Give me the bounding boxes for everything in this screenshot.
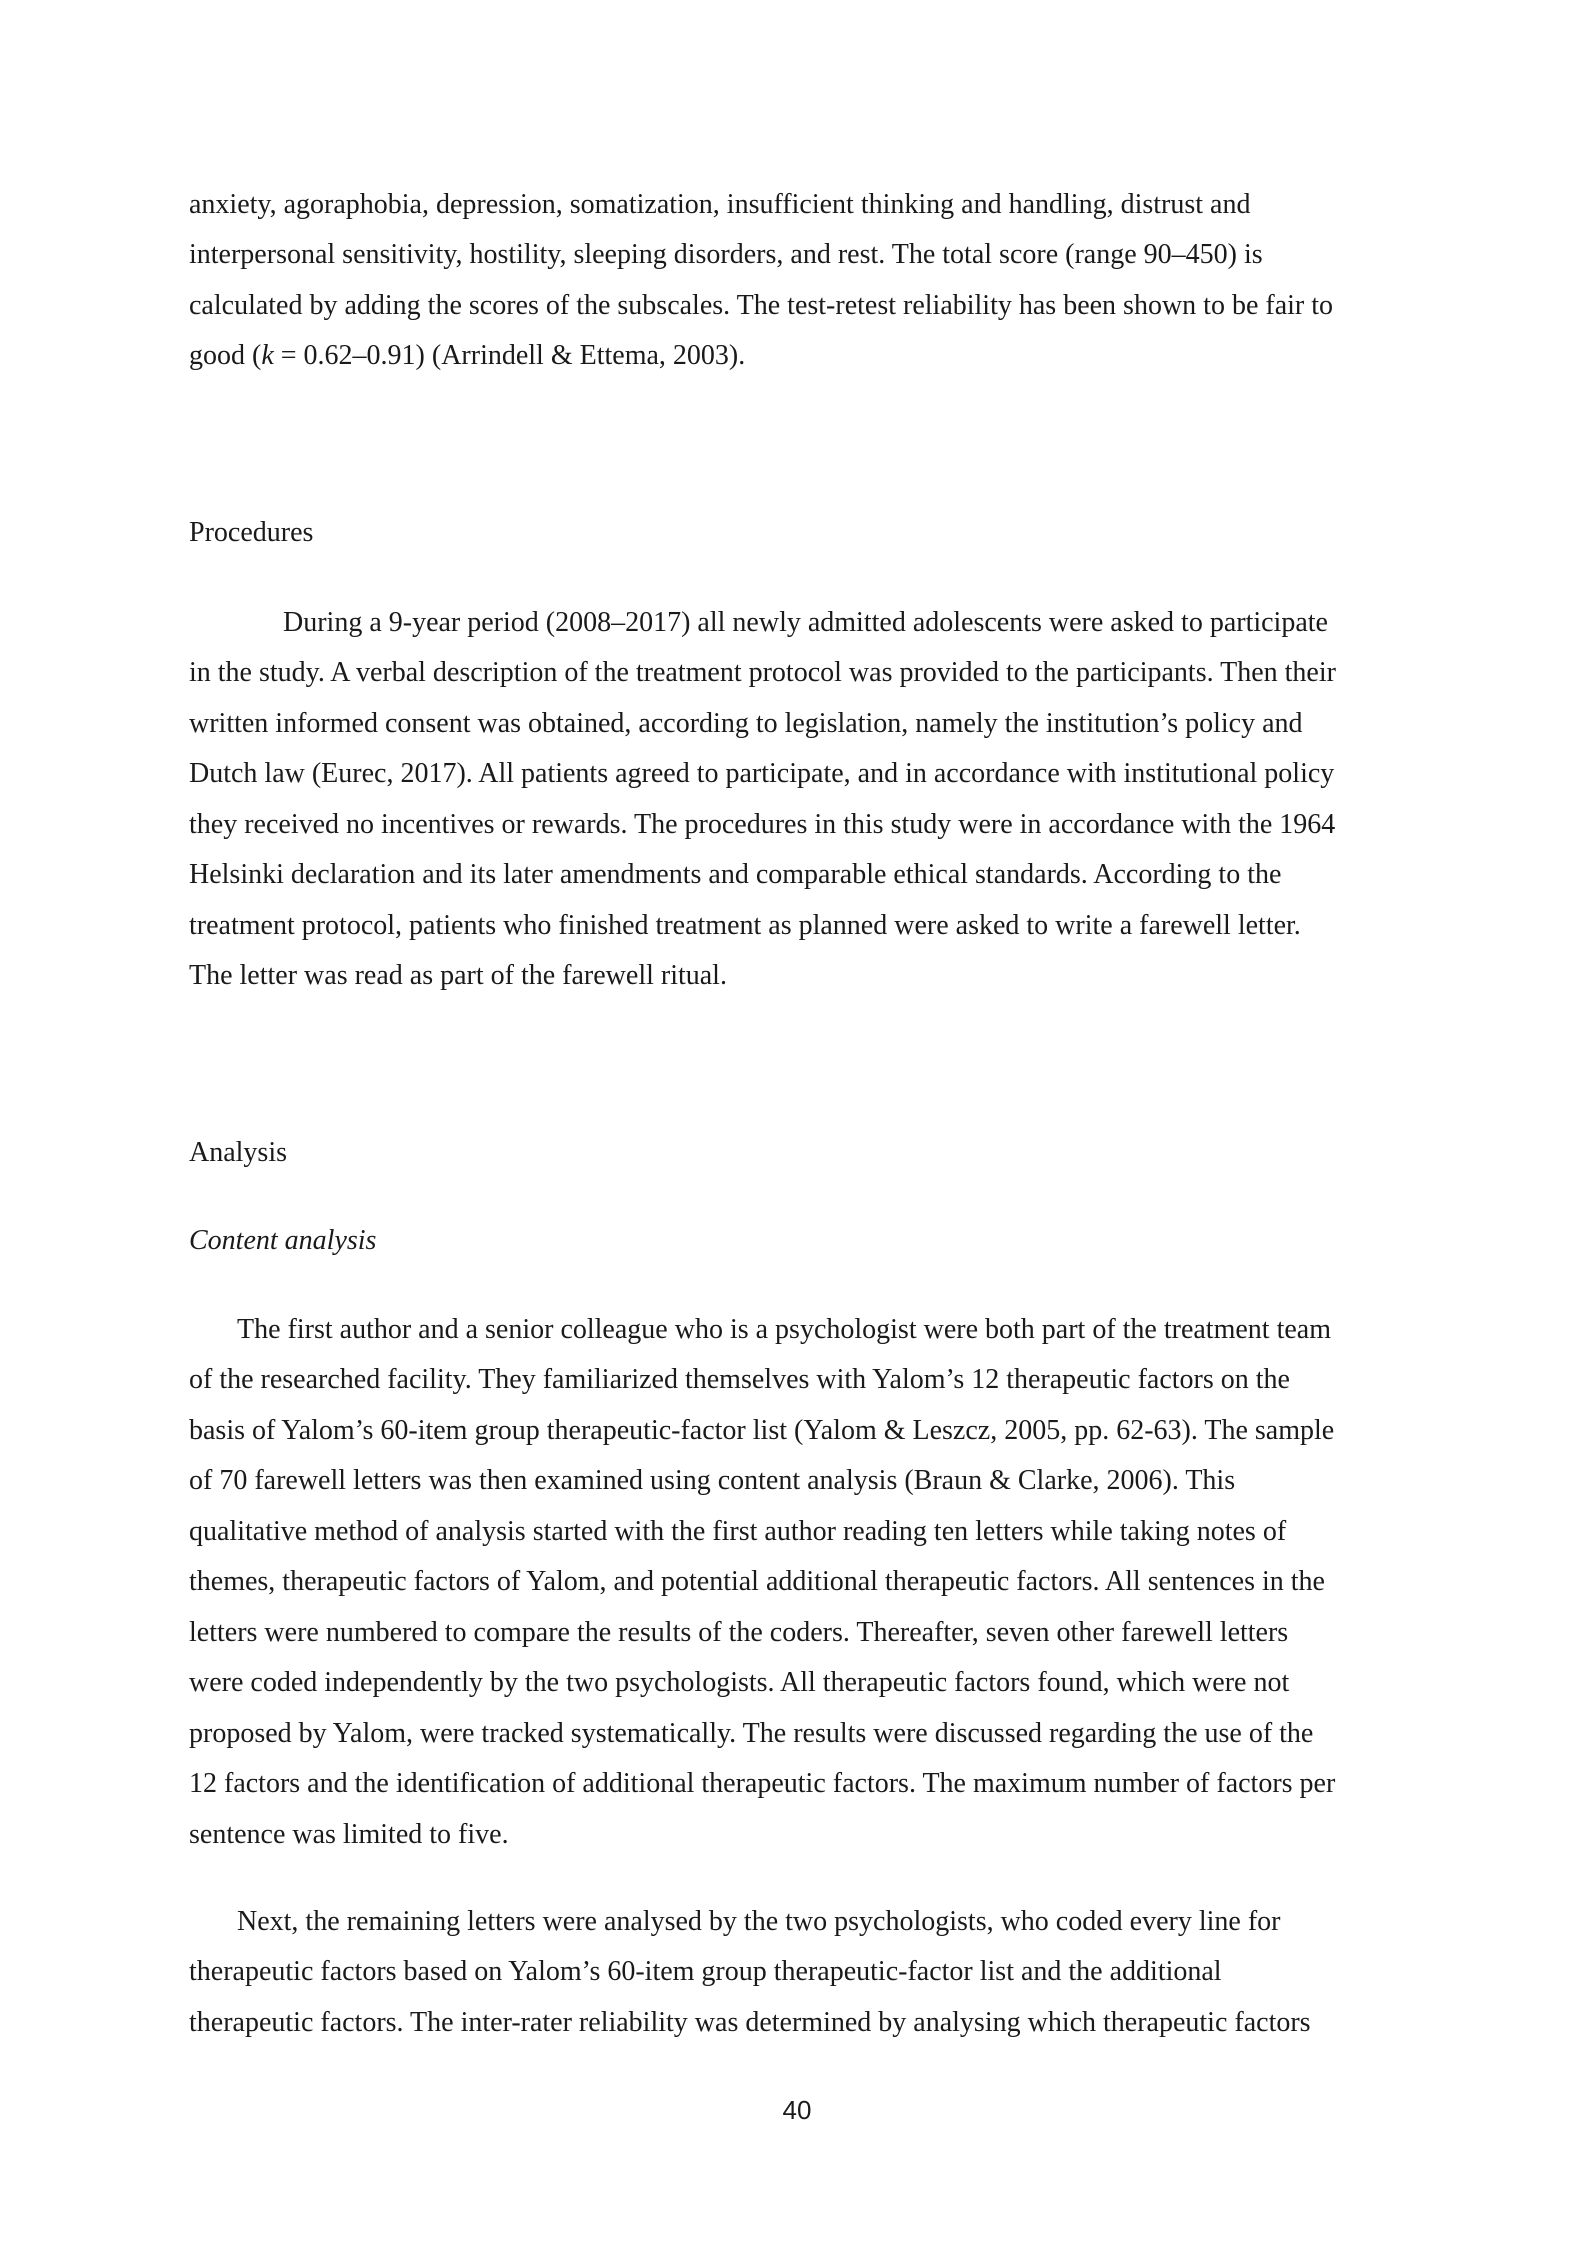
body-text-line xyxy=(189,339,745,373)
body-text-line: themes, therapeutic factors of Yalom, and potential additional therapeutic factors. All sentences in the xyxy=(189,1566,1325,1597)
body-text-line: Next, the remaining letters were analysed by the two psychologists, who coded every line for xyxy=(237,1906,1281,1937)
page-number: 40 xyxy=(782,2095,812,2125)
body-text-line: proposed by Yalom, were tracked systematically. The results were discussed regarding the use of the xyxy=(189,1718,1314,1749)
body-text-line: qualitative method of analysis started with the first author reading ten letters while taking notes of xyxy=(189,1516,1287,1547)
body-text-line: in the study. A verbal description of the treatment protocol was provided to the participants. Then their xyxy=(189,657,1336,688)
body-text-line: of the researched facility. They familiarized themselves with Yalom’s 12 therapeutic factors on the xyxy=(189,1364,1290,1395)
text-segment: good ( xyxy=(189,340,262,371)
body-text-line: basis of Yalom’s 60-item group therapeutic-factor list (Yalom & Leszcz, 2005, pp. 62-63). The sample xyxy=(189,1415,1335,1446)
body-text-line: Dutch law (Eurec, 2017). All patients agreed to participate, and in accordance with institutional policy xyxy=(189,758,1335,789)
body-text-line: 12 factors and the identification of additional therapeutic factors. The maximum number of factors per xyxy=(189,1768,1336,1799)
body-text-line: Helsinki declaration and its later amendments and comparable ethical standards. According to the xyxy=(189,859,1282,890)
body-text-line: written informed consent was obtained, according to legislation, namely the institution’s policy and xyxy=(189,708,1303,739)
body-text-line: letters were numbered to compare the results of the coders. Thereafter, seven other farewell letters xyxy=(189,1617,1289,1648)
italic-variable: k xyxy=(261,340,274,371)
section-heading-analysis: Analysis xyxy=(189,1137,287,1168)
text-segment: = 0.62–0.91) (Arrindell & Ettema, 2003). xyxy=(273,340,746,371)
body-text-line: therapeutic factors. The inter-rater reliability was determined by analysing which therapeutic factors xyxy=(189,2007,1311,2038)
section-heading-procedures: Procedures xyxy=(189,517,314,548)
body-text-line: sentence was limited to five. xyxy=(189,1819,509,1850)
body-text-line: treatment protocol, patients who finished treatment as planned were asked to write a farewell letter. xyxy=(189,910,1301,941)
subsection-heading-content-analysis: Content analysis xyxy=(189,1225,377,1256)
body-text-line: The letter was read as part of the farewell ritual. xyxy=(189,960,727,991)
body-text-line: of 70 farewell letters was then examined using content analysis (Braun & Clarke, 2006). This xyxy=(189,1465,1236,1496)
body-text-line: interpersonal sensitivity, hostility, sleeping disorders, and rest. The total score (range 90–450) is xyxy=(189,239,1263,270)
body-text-line: therapeutic factors based on Yalom’s 60-item group therapeutic-factor list and the additional xyxy=(189,1956,1222,1987)
body-text-line: anxiety, agoraphobia, depression, somatization, insufficient thinking and handling, distrust and xyxy=(189,189,1251,220)
body-text-line: The first author and a senior colleague who is a psychologist were both part of the treatment team xyxy=(237,1314,1331,1345)
body-text-line: they received no incentives or rewards. The procedures in this study were in accordance with the 1964 xyxy=(189,809,1336,840)
body-text-line: calculated by adding the scores of the subscales. The test-retest reliability has been shown to be fair to xyxy=(189,290,1334,321)
body-text-line: During a 9-year period (2008–2017) all newly admitted adolescents were asked to participate xyxy=(283,607,1328,638)
body-text-line: were coded independently by the two psychologists. All therapeutic factors found, which were not xyxy=(189,1667,1290,1698)
